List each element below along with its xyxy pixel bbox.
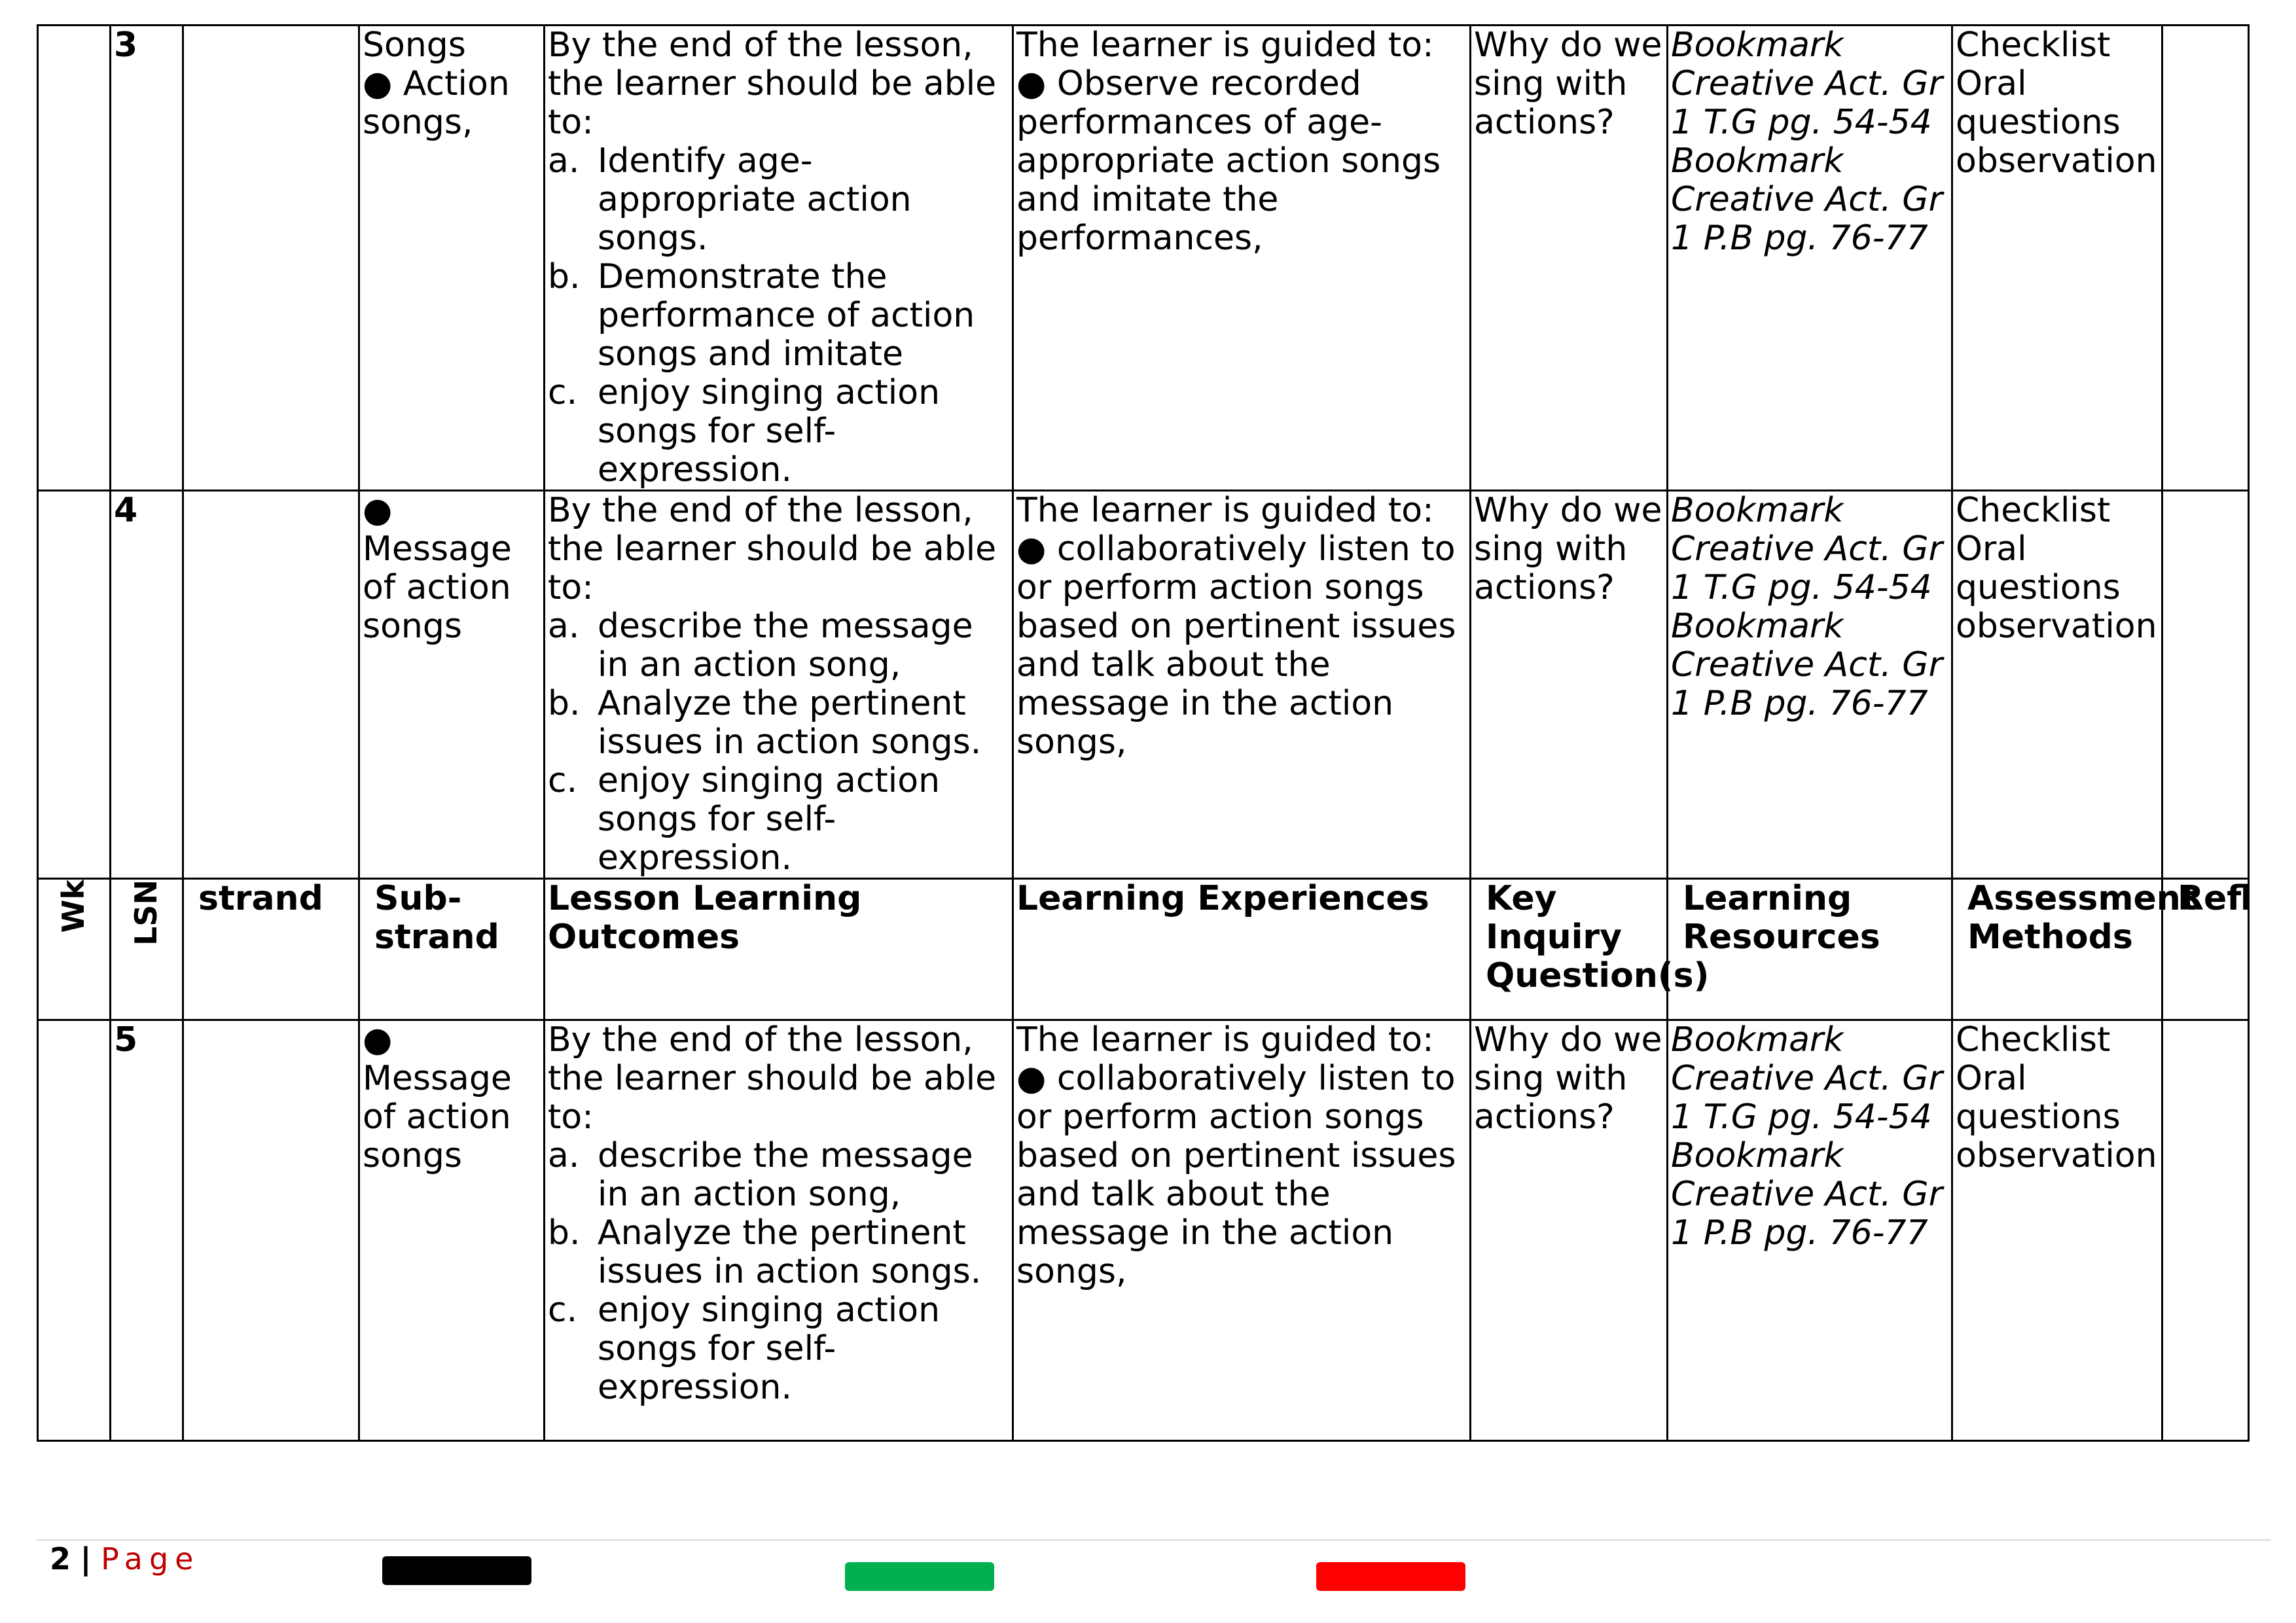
outcome-text: enjoy singing action songs for self-expression. <box>598 373 941 490</box>
list-marker: b. <box>548 1213 581 1253</box>
reflection-cell <box>2162 491 2249 879</box>
resources-cell: Bookmark Creative Act. Gr 1 T.G pg. 54-54 Bookmark Creative Act. Gr 1 P.B pg. 76-77 <box>1668 1020 1952 1441</box>
experiences-item: ● Observe recorded performances of age-appropriate action songs and imitate the performances, <box>1016 64 1441 258</box>
sub-strand-line: ● Action songs, <box>363 64 510 142</box>
page-label: Page <box>101 1541 200 1577</box>
key-inquiry-cell: Why do we sing with actions? <box>1471 26 1668 491</box>
scheme-of-work-table <box>37 24 2250 1442</box>
experiences-cell <box>1013 491 1471 879</box>
list-marker: c. <box>548 373 578 412</box>
list-marker: c. <box>548 1291 578 1330</box>
footer-red-bar <box>1316 1562 1465 1591</box>
list-item <box>548 1214 1008 1291</box>
sub-strand-cell <box>359 491 545 879</box>
reflection-cell <box>2162 1020 2249 1441</box>
header-assessment: Assessment Methods <box>1952 879 2162 1020</box>
outcome-text: Analyze the pertinent issues in action songs. <box>598 684 982 762</box>
table-row <box>38 1020 2249 1441</box>
table-header-row <box>38 879 2249 1020</box>
outcomes-list <box>548 142 1008 490</box>
sub-strand-bullet: ● <box>363 491 393 530</box>
experiences-cell <box>1013 1020 1471 1441</box>
sub-strand-bullet: ● <box>363 1020 393 1060</box>
reflection-cell <box>2162 26 2249 491</box>
list-item <box>548 1291 1008 1407</box>
header-wk <box>38 879 111 1020</box>
sub-strand-line: Message of action songs <box>363 529 512 646</box>
list-item <box>548 258 1008 374</box>
list-marker: a. <box>548 607 580 646</box>
list-item <box>548 607 1008 685</box>
strand-cell <box>183 26 359 491</box>
list-marker: b. <box>548 257 581 296</box>
outcome-text: describe the message in an action song, <box>598 607 973 685</box>
outcome-text: enjoy singing action songs for self-expression. <box>598 761 941 878</box>
outcome-text: enjoy singing action songs for self-expression. <box>598 1291 941 1407</box>
resources-cell: Bookmark Creative Act. Gr 1 T.G pg. 54-54 Bookmark Creative Act. Gr 1 P.B pg. 76-77 <box>1668 26 1952 491</box>
experiences-intro: The learner is guided to: <box>1016 1020 1434 1060</box>
outcome-text: Analyze the pertinent issues in action songs. <box>598 1213 982 1291</box>
list-marker: c. <box>548 761 578 800</box>
outcomes-intro: By the end of the lesson, the learner should be able to: <box>548 1020 997 1137</box>
header-strand: strand <box>183 879 359 1020</box>
experiences-item: ● collaboratively listen to or perform action songs based on pertinent issues and talk about the message in the action songs, <box>1016 1059 1456 1291</box>
outcomes-list <box>548 1137 1008 1407</box>
list-item <box>548 685 1008 762</box>
list-item <box>548 142 1008 258</box>
footer-divider <box>37 1539 2271 1541</box>
footer-black-bar <box>382 1556 531 1585</box>
assessment-cell: Checklist Oral questions observation <box>1952 26 2162 491</box>
sub-strand-line: Message of action songs <box>363 1059 512 1175</box>
lesson-number: 3 <box>111 26 183 491</box>
header-resources: Learning Resources <box>1668 879 1952 1020</box>
header-sub-strand: Sub-strand <box>359 879 545 1020</box>
experiences-intro: The learner is guided to: <box>1016 26 1434 65</box>
outcome-text: Identify age-appropriate action songs. <box>598 141 912 258</box>
header-experiences: Learning Experiences <box>1013 879 1471 1020</box>
lesson-number: 4 <box>111 491 183 879</box>
header-lsn <box>111 879 183 1020</box>
outcomes-cell <box>545 26 1013 491</box>
list-item <box>548 374 1008 490</box>
strand-cell <box>183 491 359 879</box>
sub-strand-line: Songs <box>363 26 466 65</box>
wk-cell <box>38 1020 111 1441</box>
experiences-item: ● collaboratively listen to or perform action songs based on pertinent issues and talk about the message in the action songs, <box>1016 529 1456 762</box>
outcome-text: describe the message in an action song, <box>598 1136 973 1214</box>
sub-strand-cell <box>359 26 545 491</box>
resources-cell: Bookmark Creative Act. Gr 1 T.G pg. 54-54 Bookmark Creative Act. Gr 1 P.B pg. 76-77 <box>1668 491 1952 879</box>
wk-cell <box>38 26 111 491</box>
wk-cell <box>38 491 111 879</box>
header-outcomes: Lesson Learning Outcomes <box>545 879 1013 1020</box>
table-row <box>38 491 2249 879</box>
header-wk-label: Wk <box>55 880 91 933</box>
header-key-inquiry: Key Inquiry Question(s) <box>1471 879 1668 1020</box>
outcomes-intro: By the end of the lesson, the learner should be able to: <box>548 491 997 607</box>
outcomes-cell <box>545 1020 1013 1441</box>
strand-cell <box>183 1020 359 1441</box>
page-number-footer <box>50 1541 200 1577</box>
outcomes-intro: By the end of the lesson, the learner should be able to: <box>548 26 997 142</box>
table-row <box>38 26 2249 491</box>
outcomes-cell <box>545 491 1013 879</box>
page-number: 2 <box>50 1541 71 1577</box>
outcome-text: Demonstrate the performance of action songs and imitate <box>598 257 975 374</box>
lesson-number: 5 <box>111 1020 183 1441</box>
list-marker: b. <box>548 684 581 723</box>
header-reflection: Refl <box>2162 879 2249 1020</box>
assessment-cell: Checklist Oral questions observation <box>1952 491 2162 879</box>
experiences-cell <box>1013 26 1471 491</box>
list-marker: a. <box>548 141 580 181</box>
list-item <box>548 1137 1008 1214</box>
outcomes-list <box>548 607 1008 878</box>
page-separator: | <box>80 1541 92 1577</box>
header-lsn-label: LSN <box>128 880 164 946</box>
experiences-intro: The learner is guided to: <box>1016 491 1434 530</box>
key-inquiry-cell: Why do we sing with actions? <box>1471 491 1668 879</box>
key-inquiry-cell: Why do we sing with actions? <box>1471 1020 1668 1441</box>
sub-strand-cell <box>359 1020 545 1441</box>
list-marker: a. <box>548 1136 580 1175</box>
list-item <box>548 762 1008 878</box>
assessment-cell: Checklist Oral questions observation <box>1952 1020 2162 1441</box>
footer-green-bar <box>845 1562 994 1591</box>
